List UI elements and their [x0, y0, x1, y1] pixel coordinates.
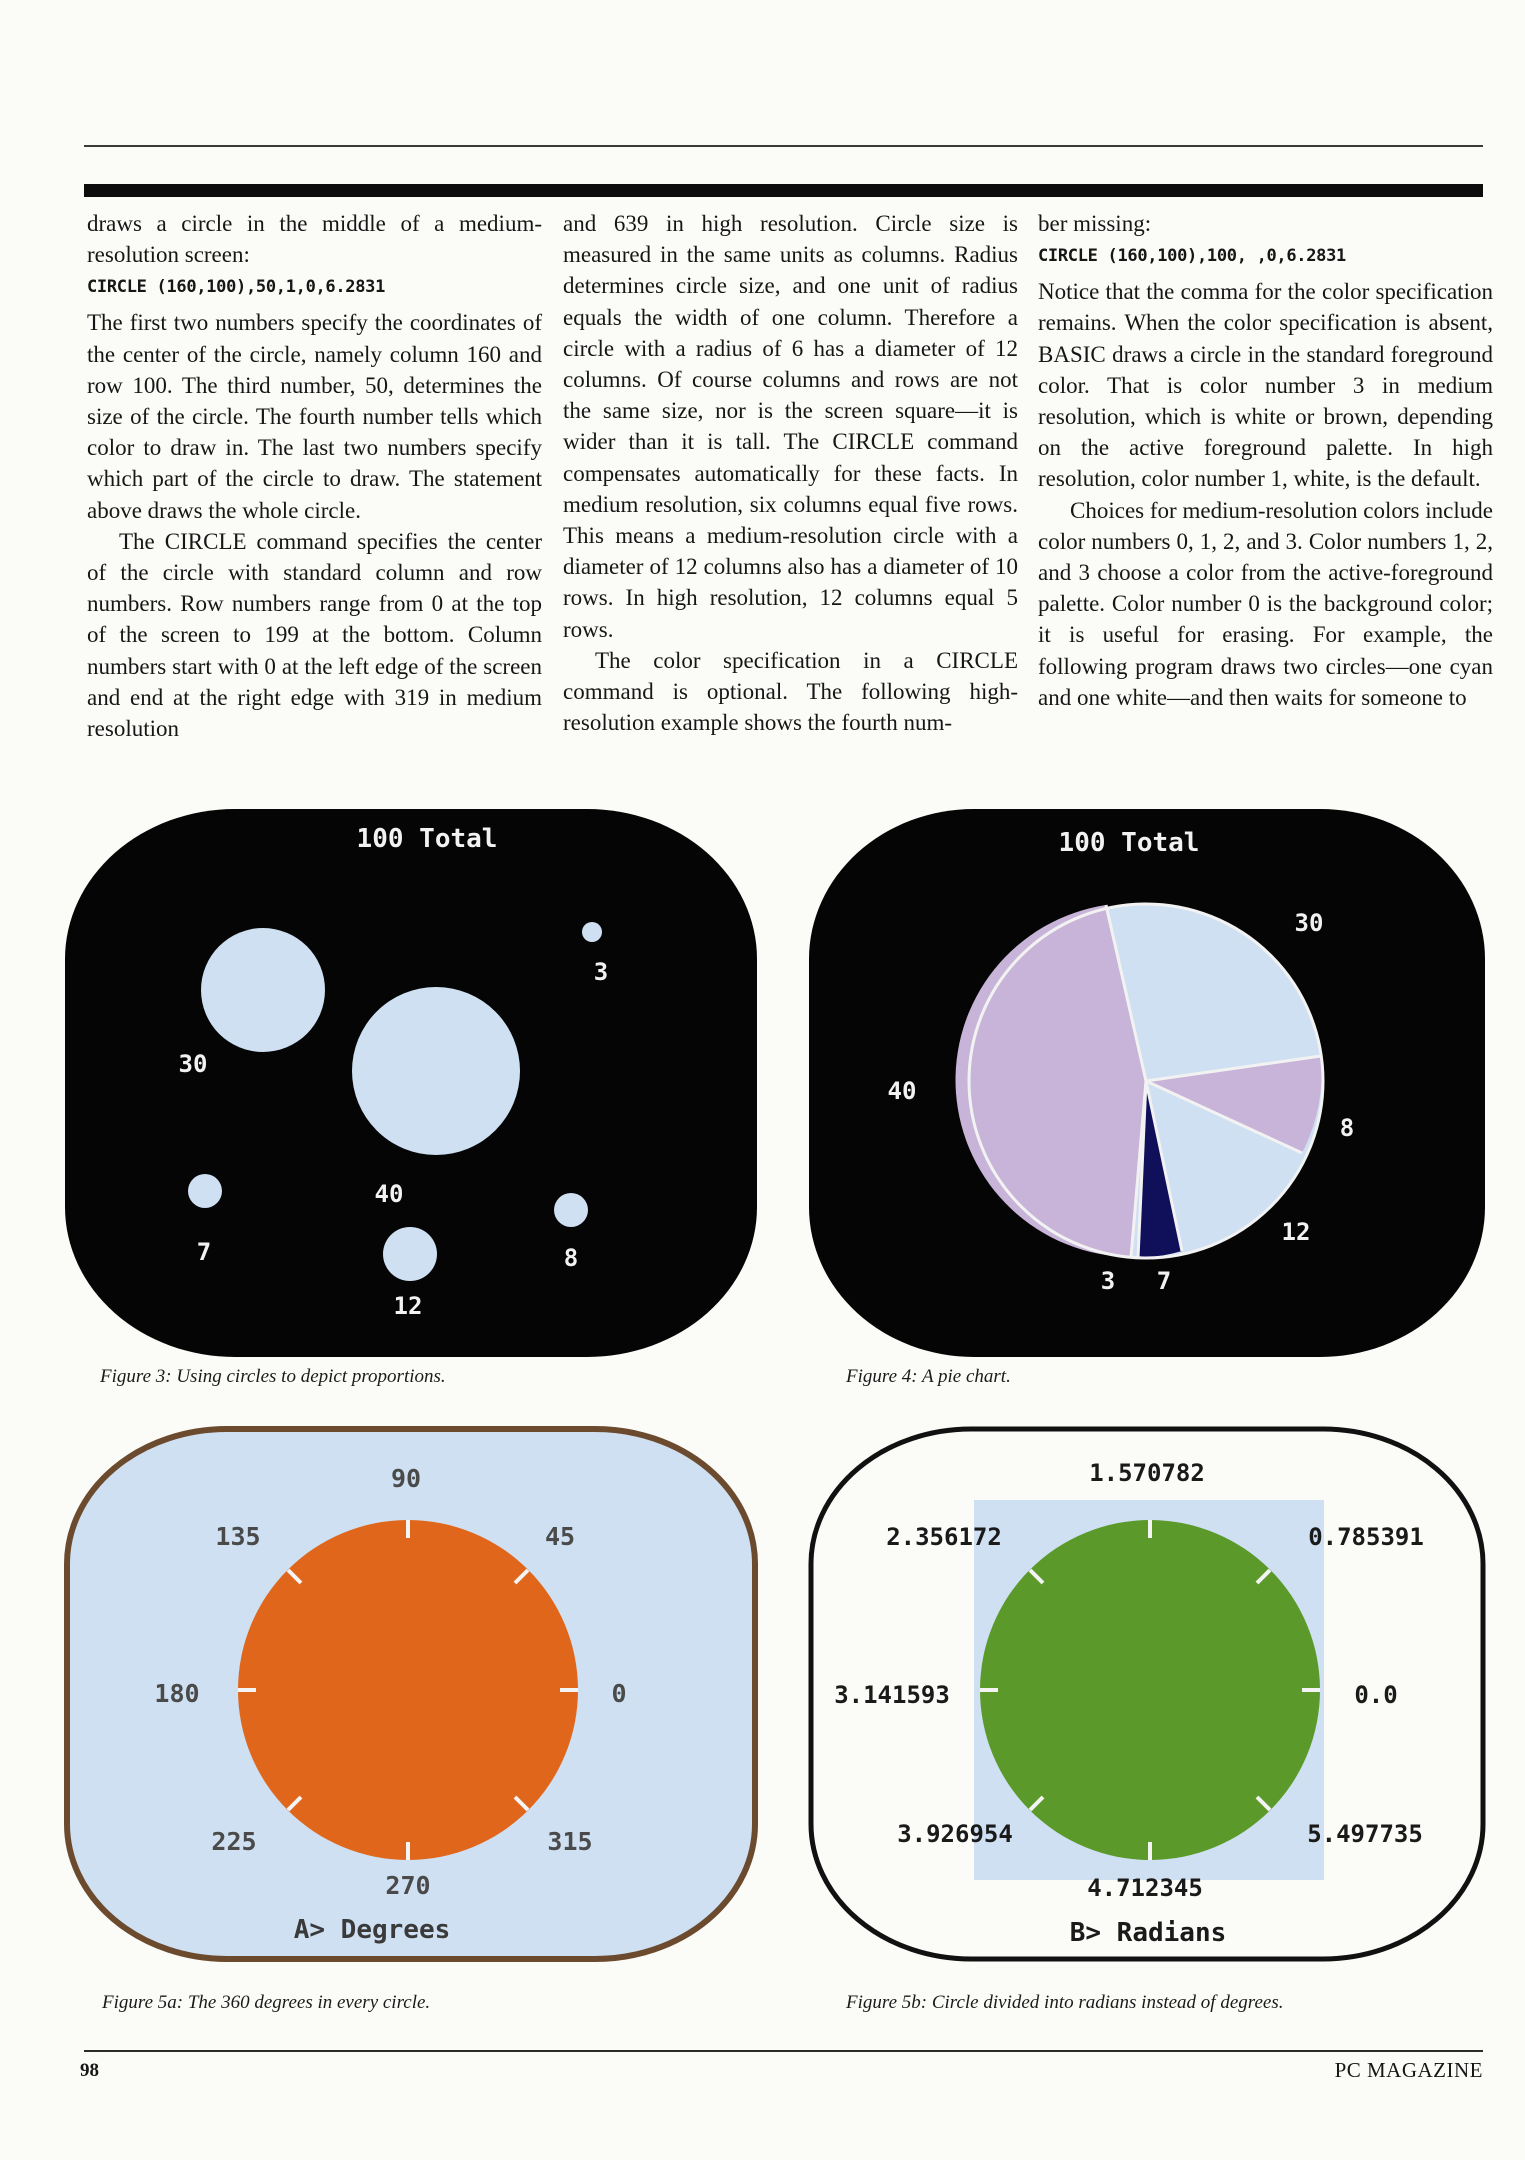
label-40: 40	[374, 1180, 404, 1208]
degree-label-180: 180	[154, 1679, 200, 1708]
code-line: CIRCLE (160,100),50,1,0,6.2831	[87, 277, 386, 298]
figure-4-title: 100 Total	[1058, 828, 1200, 858]
pie-label-40: 40	[887, 1077, 917, 1105]
degree-label-0: 0	[611, 1679, 627, 1708]
circle-30	[201, 928, 325, 1052]
degree-label-315: 315	[547, 1827, 593, 1856]
radian-label-4-712345: 4.712345	[1087, 1874, 1203, 1902]
radian-label-5-497735: 5.497735	[1307, 1820, 1423, 1848]
code-line: CIRCLE (160,100),100, ,0,6.2831	[1038, 246, 1346, 267]
header-rule-thick	[84, 184, 1483, 197]
circle-12	[383, 1227, 437, 1281]
radian-label-1-570782: 1.570782	[1089, 1459, 1205, 1487]
pie-label-12: 12	[1281, 1218, 1311, 1246]
label-30: 30	[178, 1050, 208, 1078]
magazine-name: PC MAGAZINE	[1334, 2058, 1483, 2082]
paragraph: Choices for medium-resolution colors include color numbers 0, 1, 2, and 3. Color numbers 1, 2, and 3 choose a color from the active-foreground palette. Color number 0 is the background color; it is useful for erasing. For example, the following program draws two circles—one cyan and one white—and then waits for someone to	[1038, 497, 1493, 710]
degree-label-270: 270	[385, 1871, 431, 1900]
label-8: 8	[563, 1244, 579, 1272]
footer-rule	[84, 2050, 1483, 2052]
paragraph: The first two numbers specify the coordinates of the center of the circle, namely column 160 and row 100. The third number, 50, determines the size of the circle. The fourth number tells which color to draw in. The last two numbers specify which part of the circle to draw. The statement above draws the whole circle.	[87, 310, 542, 523]
header-rule-thin	[84, 145, 1483, 147]
radian-label-3-926954: 3.926954	[897, 1820, 1013, 1848]
figure-4-caption: Figure 4: A pie chart.	[846, 1366, 1011, 1387]
pie-label-3: 3	[1100, 1267, 1116, 1295]
paragraph: Notice that the comma for the color specification remains. When the color specification is absent, BASIC draws a circle in the standard foreground color. That is color number 3 in medium resolution, which is white or brown, depending on the active foreground palette. In high resolution, color number 1, white, is the default.	[1038, 279, 1493, 492]
figure-5b-caption: Figure 5b: Circle divided into radians instead of degrees.	[846, 1992, 1284, 2013]
page-number: 98	[80, 2060, 99, 2081]
radians-prompt: B> Radians	[1069, 1918, 1227, 1948]
text-column-2	[563, 208, 1018, 738]
paragraph: draws a circle in the middle of a medium-resolution screen:	[87, 211, 542, 268]
degree-label-225: 225	[211, 1827, 257, 1856]
radian-label-0-785391: 0.785391	[1308, 1523, 1424, 1551]
figure-3-screen	[62, 806, 760, 1360]
circle-8	[554, 1193, 588, 1227]
label-7: 7	[196, 1238, 212, 1266]
paragraph: The color specification in a CIRCLE command is optional. The following high-resolution example shows the fourth num-	[563, 647, 1018, 736]
circle-7	[188, 1174, 222, 1208]
figure-5a-screen	[62, 1424, 760, 1964]
degree-label-45: 45	[544, 1522, 576, 1551]
figure-5a-caption: Figure 5a: The 360 degrees in every circle.	[102, 1992, 431, 2013]
pie-label-8: 8	[1339, 1114, 1355, 1142]
circle-3	[582, 922, 602, 942]
radian-label-0-0: 0.0	[1354, 1681, 1398, 1709]
text-column-3	[1038, 208, 1493, 713]
text-column-1	[87, 208, 542, 744]
degrees-prompt: A> Degrees	[293, 1915, 451, 1945]
label-12: 12	[393, 1292, 423, 1320]
radian-label-2-356172: 2.356172	[886, 1523, 1002, 1551]
figure-4-screen	[806, 806, 1488, 1360]
pie-label-30: 30	[1294, 909, 1324, 937]
degree-label-90: 90	[390, 1464, 422, 1493]
pie-label-7: 7	[1156, 1267, 1172, 1295]
paragraph: ber missing:	[1038, 211, 1152, 236]
figure-3-title: 100 Total	[356, 824, 498, 854]
figure-3-caption: Figure 3: Using circles to depict proportions.	[100, 1366, 446, 1387]
paragraph: The CIRCLE command specifies the center of the circle with standard column and row numbers. Row numbers range from 0 at the top of the screen to 199 at the bottom. Column numbers start with 0 at the left edge of the screen and end at the right edge with 319 in medium resolution	[87, 528, 542, 742]
paragraph: and 639 in high resolution. Circle size is measured in the same units as columns. Radius determines circle size, and one unit of radius equals the width of one column. Therefore a circle with a radius of 6 has a diameter of 12 columns. Of course columns and rows are not the same size, nor is the screen square—it is wider than it is tall. The CIRCLE command compensates automatically for these facts. In medium resolution, six columns equal five rows. This means a medium-resolution circle with a diameter of 12 columns also has a diameter of 10 rows. In high resolution, 12 columns equal 5 rows.	[563, 211, 1018, 642]
label-3: 3	[593, 958, 609, 986]
figure-5b-screen	[806, 1424, 1488, 1964]
degree-label-135: 135	[215, 1522, 261, 1551]
circle-40	[352, 987, 520, 1155]
radian-label-3-141593: 3.141593	[834, 1681, 950, 1709]
